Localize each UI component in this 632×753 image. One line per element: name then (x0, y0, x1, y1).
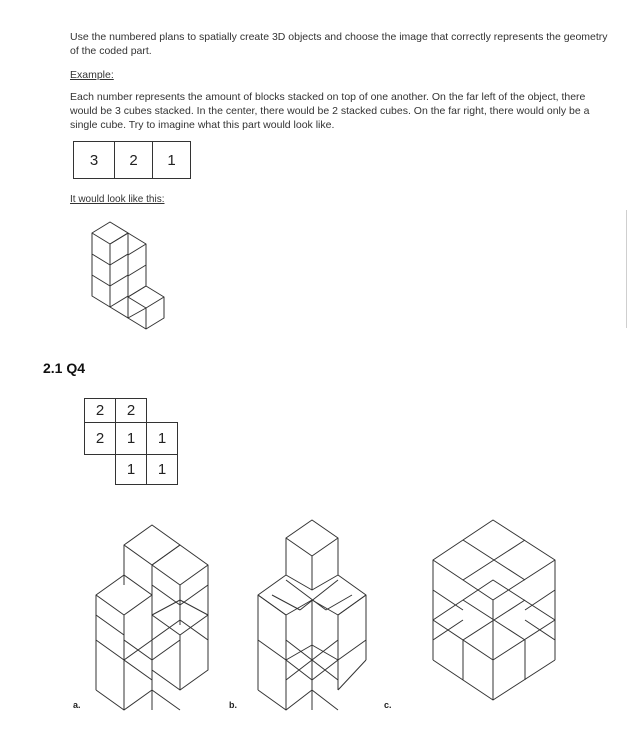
instructions-intro: Use the numbered plans to spatially create 3D objects and choose the image that correctly represents the geometry of the coded part. (70, 31, 608, 57)
example-result-label: It would look like this: (70, 194, 165, 205)
question-title: 2.1 Q4 (43, 360, 86, 376)
plan-cell: 2 (84, 422, 116, 455)
plan-cell: 1 (146, 422, 178, 455)
plan-cell: 1 (115, 422, 147, 455)
plan-cell: 2 (115, 398, 147, 423)
example-description: Each number represents the amount of blocks stacked on top of one another. On the far left of the object, there would be 3 cubes stacked. In the center, there would be 2 stacked cubes. On the far right, there would only be a single cube. Try to imagine what this part would look like. (70, 91, 590, 131)
option-b-label[interactable]: b. (229, 700, 237, 710)
option-c-label[interactable]: c. (384, 700, 392, 710)
plan-cell: 2 (84, 398, 116, 423)
example-plan-cell: 2 (114, 142, 152, 178)
option-a-label[interactable]: a. (73, 700, 81, 710)
example-label: Example: (70, 69, 114, 81)
example-plan-cell: 1 (152, 142, 190, 178)
plan-cell: 1 (115, 454, 147, 485)
example-plan-cell: 3 (89, 151, 99, 169)
plan-cell: 1 (146, 454, 178, 485)
